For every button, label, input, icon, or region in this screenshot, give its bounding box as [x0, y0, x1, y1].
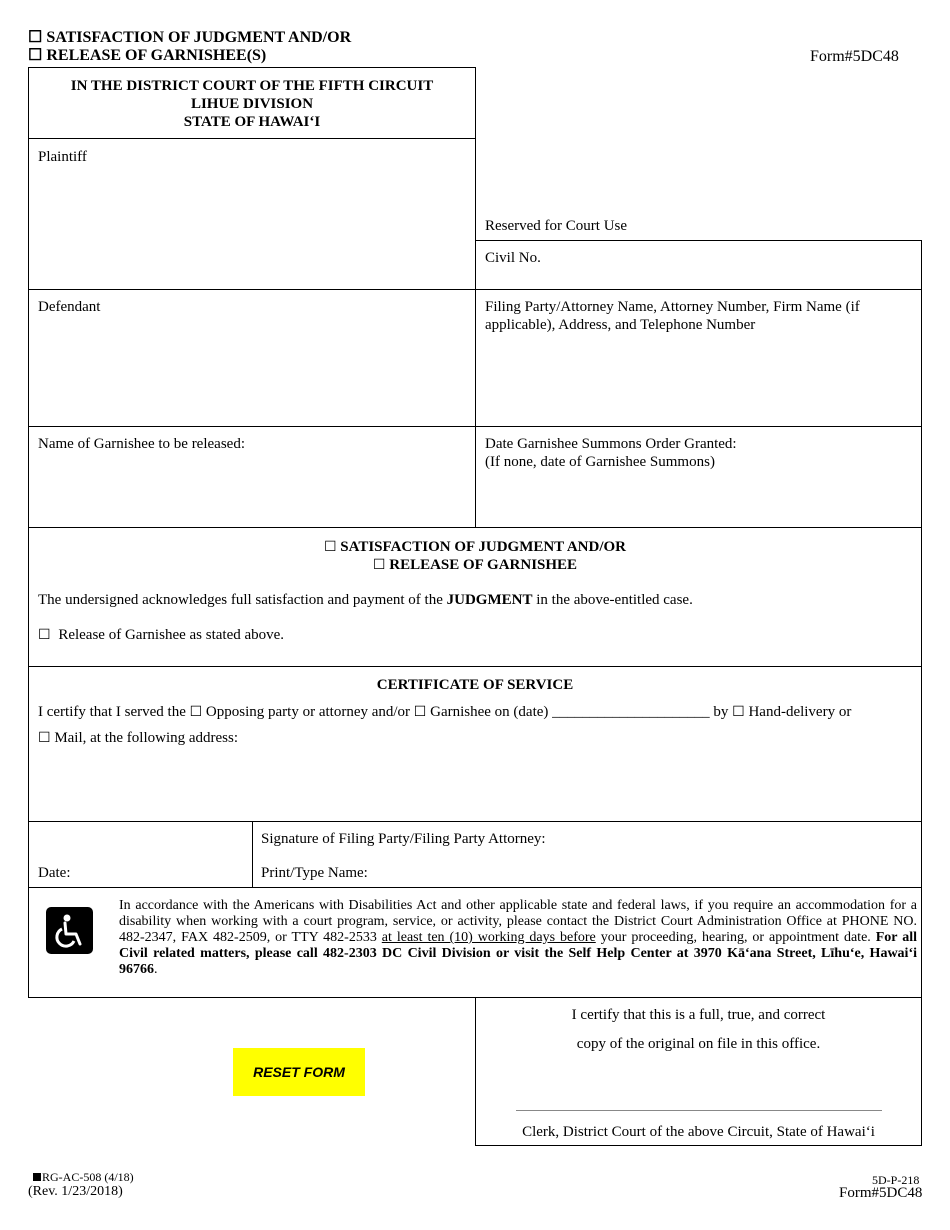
- clerk-certification-box: [475, 997, 922, 1146]
- clerk-signature-line[interactable]: [516, 1110, 882, 1111]
- satisfaction-heading2-row: [29, 556, 921, 574]
- satisfaction-heading1: SATISFACTION OF JUDGMENT AND/OR: [340, 539, 627, 555]
- defendant-label: Defendant: [38, 299, 101, 315]
- date-label: Date:: [38, 865, 71, 881]
- certificate-line1: [38, 703, 851, 721]
- court-line1: IN THE DISTRICT COURT OF THE FIFTH CIRCUIT: [70, 78, 434, 94]
- footer-right-code: 5D-P-218: [872, 1173, 920, 1187]
- ack-text-bold: JUDGMENT: [446, 592, 533, 608]
- reserved-court-use-label: Reserved for Court Use: [485, 218, 628, 234]
- release-text: Release of Garnishee as stated above.: [58, 627, 285, 643]
- certificate-heading: CERTIFICATE OF SERVICE: [376, 677, 574, 693]
- date-granted-label-line1: Date Garnishee Summons Order Granted:: [485, 436, 737, 452]
- cert-text-b: Opposing party or attorney and/or: [205, 704, 411, 720]
- acknowledgment-text: [38, 591, 693, 609]
- form-number-top: Form#5DC48: [810, 48, 899, 65]
- footer-form-number: Form#5DC48: [839, 1185, 923, 1201]
- form-title-line1: ☐ SATISFACTION OF JUDGMENT AND/OR: [28, 29, 352, 46]
- hand-delivery-checkbox[interactable]: ☐: [732, 704, 745, 720]
- ada-notice-text: [119, 898, 917, 978]
- satisfaction-checkbox[interactable]: ☐: [323, 539, 337, 555]
- court-caption-box: [28, 67, 476, 139]
- release-checkbox[interactable]: ☐: [38, 627, 51, 643]
- ack-text-before: The undersigned acknowledges full satisfaction and payment of the: [38, 592, 447, 608]
- ada-text-a: In accordance with the Americans with Disabilities Act and other applicable state and federal laws, if you require an accommodation for a disability when working with a court program, service, or activity, please contact the District Court Administration Office at PHONE NO. 482-2347, FAX 482-2509, or TTY 482-2533: [119, 898, 917, 945]
- clerk-cert-line2: copy of the original on file in this office.: [576, 1036, 821, 1052]
- ada-text-end: .: [154, 962, 158, 977]
- date-granted-label-line2: (If none, date of Garnishee Summons): [485, 454, 715, 470]
- garnishee-name-field[interactable]: [28, 426, 476, 528]
- court-line2: LIHUE DIVISION: [190, 96, 314, 112]
- clerk-title: Clerk, District Court of the above Circuit, State of Hawai‘i: [522, 1124, 875, 1140]
- ada-text-b: your proceeding, hearing, or appointment date.: [595, 930, 876, 945]
- civil-no-label: Civil No.: [485, 250, 541, 266]
- certificate-line2: [38, 729, 238, 747]
- filing-party-label-line2: applicable), Address, and Telephone Number: [485, 317, 756, 333]
- cert-text-d: Hand-delivery or: [748, 704, 852, 720]
- ada-text-bold: For all Civil related matters, please call 482-2303 DC Civil Division or visit the Self Help Center at 3970 Kāʻana Street, Līhuʻe, Hawaiʻi 96766: [119, 930, 917, 977]
- form-title-line2: ☐ RELEASE OF GARNISHEE(S): [28, 47, 267, 64]
- wheelchair-accessibility-icon: [46, 907, 93, 954]
- filing-party-label-line1: Filing Party/Attorney Name, Attorney Number, Firm Name (if: [485, 299, 860, 315]
- footer-left-code: RG-AC-508 (4/18): [42, 1170, 134, 1184]
- plaintiff-field[interactable]: [28, 138, 476, 290]
- release-heading-checkbox[interactable]: ☐: [372, 557, 386, 573]
- certificate-section: [28, 666, 922, 822]
- garnishee-name-label: Name of Garnishee to be released:: [38, 436, 245, 452]
- defendant-field[interactable]: [28, 289, 476, 427]
- footer-rev: (Rev. 1/23/2018): [28, 1184, 123, 1199]
- plaintiff-label: Plaintiff: [38, 149, 87, 165]
- ack-text-after: in the above-entitled case.: [532, 592, 693, 608]
- garnishee-checkbox[interactable]: ☐: [413, 704, 427, 720]
- satisfaction-section: [28, 527, 922, 667]
- ada-notice: [28, 887, 922, 998]
- date-granted-field[interactable]: [475, 426, 922, 528]
- release-row: [38, 626, 284, 644]
- cert-text-c: Garnishee on (date) _____________________ by: [430, 704, 729, 720]
- date-field[interactable]: [28, 821, 253, 888]
- footer-left-code-row: [33, 1170, 134, 1185]
- civil-no-field[interactable]: [475, 240, 922, 290]
- opposing-party-checkbox[interactable]: ☐: [189, 704, 203, 720]
- signature-field[interactable]: [252, 821, 922, 888]
- cert-mail-text: Mail, at the following address:: [54, 730, 239, 746]
- court-line3: STATE OF HAWAI‘I: [183, 114, 321, 130]
- clerk-cert-line1: I certify that this is a full, true, and correct: [571, 1007, 826, 1023]
- print-name-label: Print/Type Name:: [261, 865, 368, 881]
- satisfaction-heading1-row: [29, 538, 921, 556]
- signature-label: Signature of Filing Party/Filing Party Attorney:: [261, 831, 546, 847]
- mail-checkbox[interactable]: ☐: [38, 730, 51, 746]
- reset-form-button[interactable]: RESET FORM: [233, 1048, 365, 1096]
- ada-text-underlined: at least ten (10) working days before: [381, 930, 596, 945]
- cert-text-a: I certify that I served the: [38, 704, 186, 720]
- filing-party-field[interactable]: [475, 289, 922, 427]
- satisfaction-heading2: RELEASE OF GARNISHEE: [389, 557, 578, 573]
- print-icon: [33, 1173, 41, 1181]
